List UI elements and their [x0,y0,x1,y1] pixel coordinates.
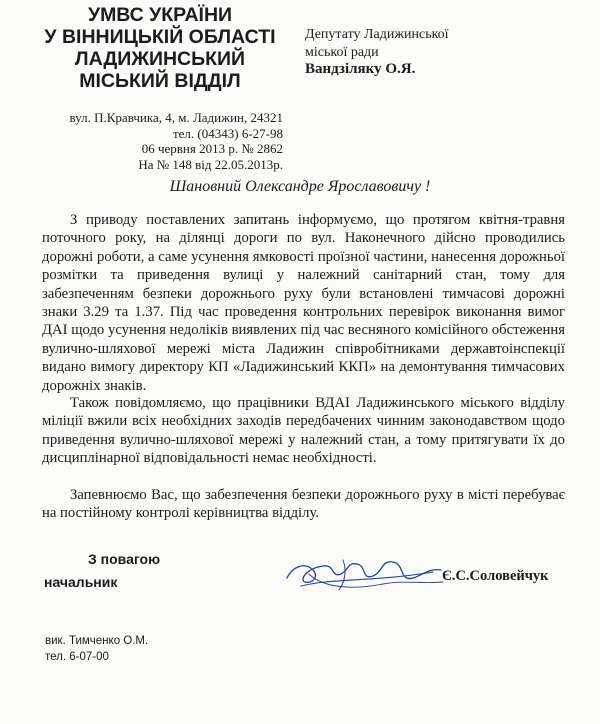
org-line-1: УМВС УКРАЇНИ [87,4,233,26]
recipient-name: Вандзіляку О.Я. [305,61,416,77]
sender-address: вул. П.Кравчика, 4, м. Ладижин, 24321 [69,110,283,125]
handwritten-signature [283,548,448,598]
org-line-2: У ВІННИЦЬКІЙ ОБЛАСТІ [44,26,276,48]
executor-phone: тел. 6-07-00 [45,651,109,663]
recipient-block [305,26,449,79]
recipient-line-1: Депутату Ладижинської [305,27,449,42]
executor-block [45,633,148,665]
sender-phone: тел. (04343) 6-27-98 [172,125,283,141]
executor-name: вик. Тимченко О.М. [45,635,149,647]
closing-regards: З повагою [88,551,161,567]
paragraph-1 [42,211,565,395]
paragraph-3 [42,486,565,523]
paragraph-2 [42,394,565,468]
sender-organization [40,4,280,92]
paragraph-1-text: З приводу поставлених запитань інформуємо, що протягом квітня-травня поточного року, на ділянці дороги по вул. Наконечного дійсно проводились дорожні роботи, а саме усунення ямковості проїзної частини, нанесення дорожньої розмітки та приведення вулиці у належний санітарний стан, тому для забезпеченням безпеки дорожнього руху були встановлені тимчасові дорожні знаки 3.29 та 1.37. Під час проведення контрольних перевірок виконання вимог ДАІ щодо усунення недоліків виявлених під час весняного комісійного обстеження вулично-шляхової мережі міста Ладижин співробітниками державтоінспекції видано вимогу директору КП «Ладижинський ККП» на демонтування тимчасових дорожніх знаків. [42,212,565,394]
closing-block [44,548,160,594]
reference-number: На № 148 від 22.05.2013р. [138,156,283,172]
paragraph-3-text: Запевнюємо Вас, що забезпечення безпеки дорожнього руху в місті перебуває на постійному контролі керівництва відділу. [42,487,565,522]
closing-title: начальник [44,574,118,590]
outgoing-number: 06 червня 2013 р. № 2862 [141,141,283,156]
org-line-4: МІСЬКИЙ ВІДДІЛ [79,70,241,92]
recipient-line-2: міської ради [305,44,379,60]
paragraph-2-text: Також повідомляємо, що працівники ВДАІ Ладижинського міського відділу міліції вжили всіх необхідних заходів передбачених чинним законодавством щодо приведення вулично-шляхової мережі у належний стан, а тому притягувати їх до дисциплінарної відповідальності немає необхідності. [42,395,565,467]
sender-details [40,110,283,172]
salutation: Шановний Олександре Ярославовичу ! [169,178,431,195]
org-line-3: ЛАДИЖИНСЬКИЙ [74,48,246,70]
signer-name: Є.С.Соловейчук [442,568,549,584]
